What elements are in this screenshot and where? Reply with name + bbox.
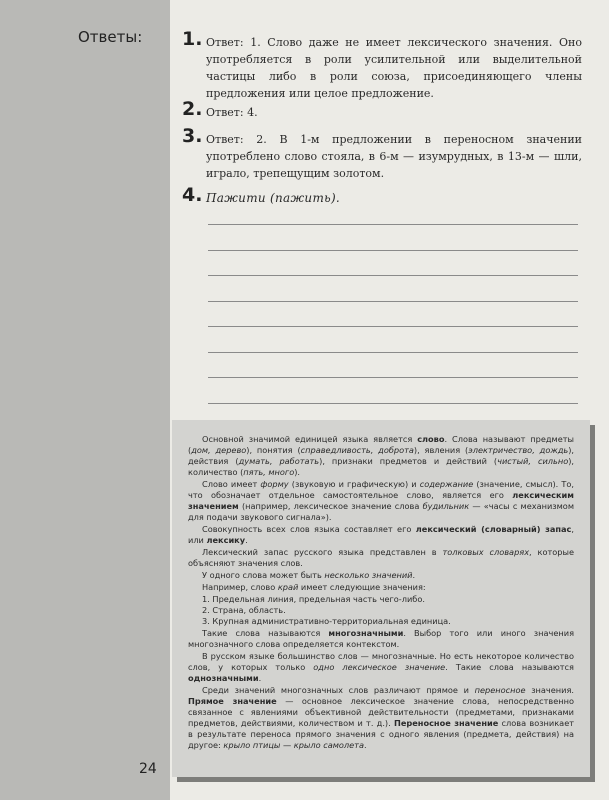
answer-4 xyxy=(182,184,582,207)
answer-number: 1. xyxy=(182,28,203,50)
theory-box xyxy=(172,420,590,777)
answer-text-handwritten: Пажити (пажить). xyxy=(206,191,341,205)
theory-paragraph: Лексический запас русского языка представлен в толковых словарях, которые объясняют значения слов. xyxy=(188,547,574,568)
meaning-item: 3. Крупная административно-территориальная единица. xyxy=(202,616,451,626)
answer-number: 3. xyxy=(182,125,203,147)
answer-text: Ответ: 2. В 1-м предложении в переносном значении употреблено слово стояла, в 6-м — изумрудных, в 13-м — шли, играло, трепещущим золотом. xyxy=(206,133,582,180)
writing-line xyxy=(208,224,578,225)
writing-line xyxy=(208,301,578,302)
theory-paragraph: Основной значимой единицей языка является слово. Слова называют предметы (дом, дерево), понятия (справедливость, доброта), явления (электричество, дождь), действия (думать, работать), признаки предметов и действий (чистый, сильно), количество (пять, много). xyxy=(188,434,574,477)
answer-1 xyxy=(182,28,582,102)
theory-paragraph: Например, слово край имеет следующие значения: xyxy=(202,582,426,592)
writing-lines xyxy=(208,224,578,428)
theory-paragraph: В русском языке большинство слов — многозначные. Но есть некоторое количество слов, у которых только одно лексическое значение. Такие слова называются однозначными. xyxy=(188,651,574,683)
writing-line xyxy=(208,377,578,378)
theory-paragraph: Такие слова называются многозначными. Выбор того или иного значения многозначного слова определяется контекстом. xyxy=(188,628,575,649)
writing-line xyxy=(208,250,578,251)
theory-paragraph: У одного слова может быть несколько значений. xyxy=(202,570,416,580)
page-number: 24 xyxy=(139,761,157,777)
meanings-list xyxy=(188,594,574,627)
answer-3 xyxy=(182,125,582,182)
writing-line xyxy=(208,352,578,353)
meaning-item: 1. Предельная линия, предельная часть чего-либо. xyxy=(202,594,425,604)
answer-text: Ответ: 1. Слово даже не имеет лексического значения. Оно употребляется в роли усилительной или выделительной частицы либо в роли союза, присоединяющего члены предложения или целое предложение. xyxy=(206,36,582,100)
answer-text: Ответ: 4. xyxy=(206,106,258,119)
theory-paragraph: Среди значений многозначных слов различают прямое и переносное значения. Прямое значение — основное лексическое значение слова, непосредственно связанное с явлениями объективной действительности (предметами, признаками предметов, действиями, количеством и т. д.). Переносное значение слова возникает в результате переноса прямого значения с одного явления (предмета, действия) на другое: крыло птицы — крыло самолета. xyxy=(188,685,575,750)
writing-line xyxy=(208,275,578,276)
sidebar xyxy=(0,0,170,800)
answer-number: 4. xyxy=(182,184,203,206)
writing-line xyxy=(208,326,578,327)
meaning-item: 2. Страна, область. xyxy=(202,605,286,615)
theory-paragraph: Совокупность всех слов языка составляет его лексический (словарный) запас, или лексику. xyxy=(188,524,574,545)
writing-line xyxy=(208,403,578,404)
answer-2 xyxy=(182,98,582,121)
answer-number: 2. xyxy=(182,98,203,120)
answers-heading: Ответы: xyxy=(78,28,143,46)
theory-paragraph: Слово имеет форму (звуковую и графическую) и содержание (значение, смысл). То, что обозначает отдельное самостоятельное слово, является его лексическим значением (например, лексическое значение слова будильник — «часы с механизмом для подачи звукового сигнала»). xyxy=(188,479,575,522)
